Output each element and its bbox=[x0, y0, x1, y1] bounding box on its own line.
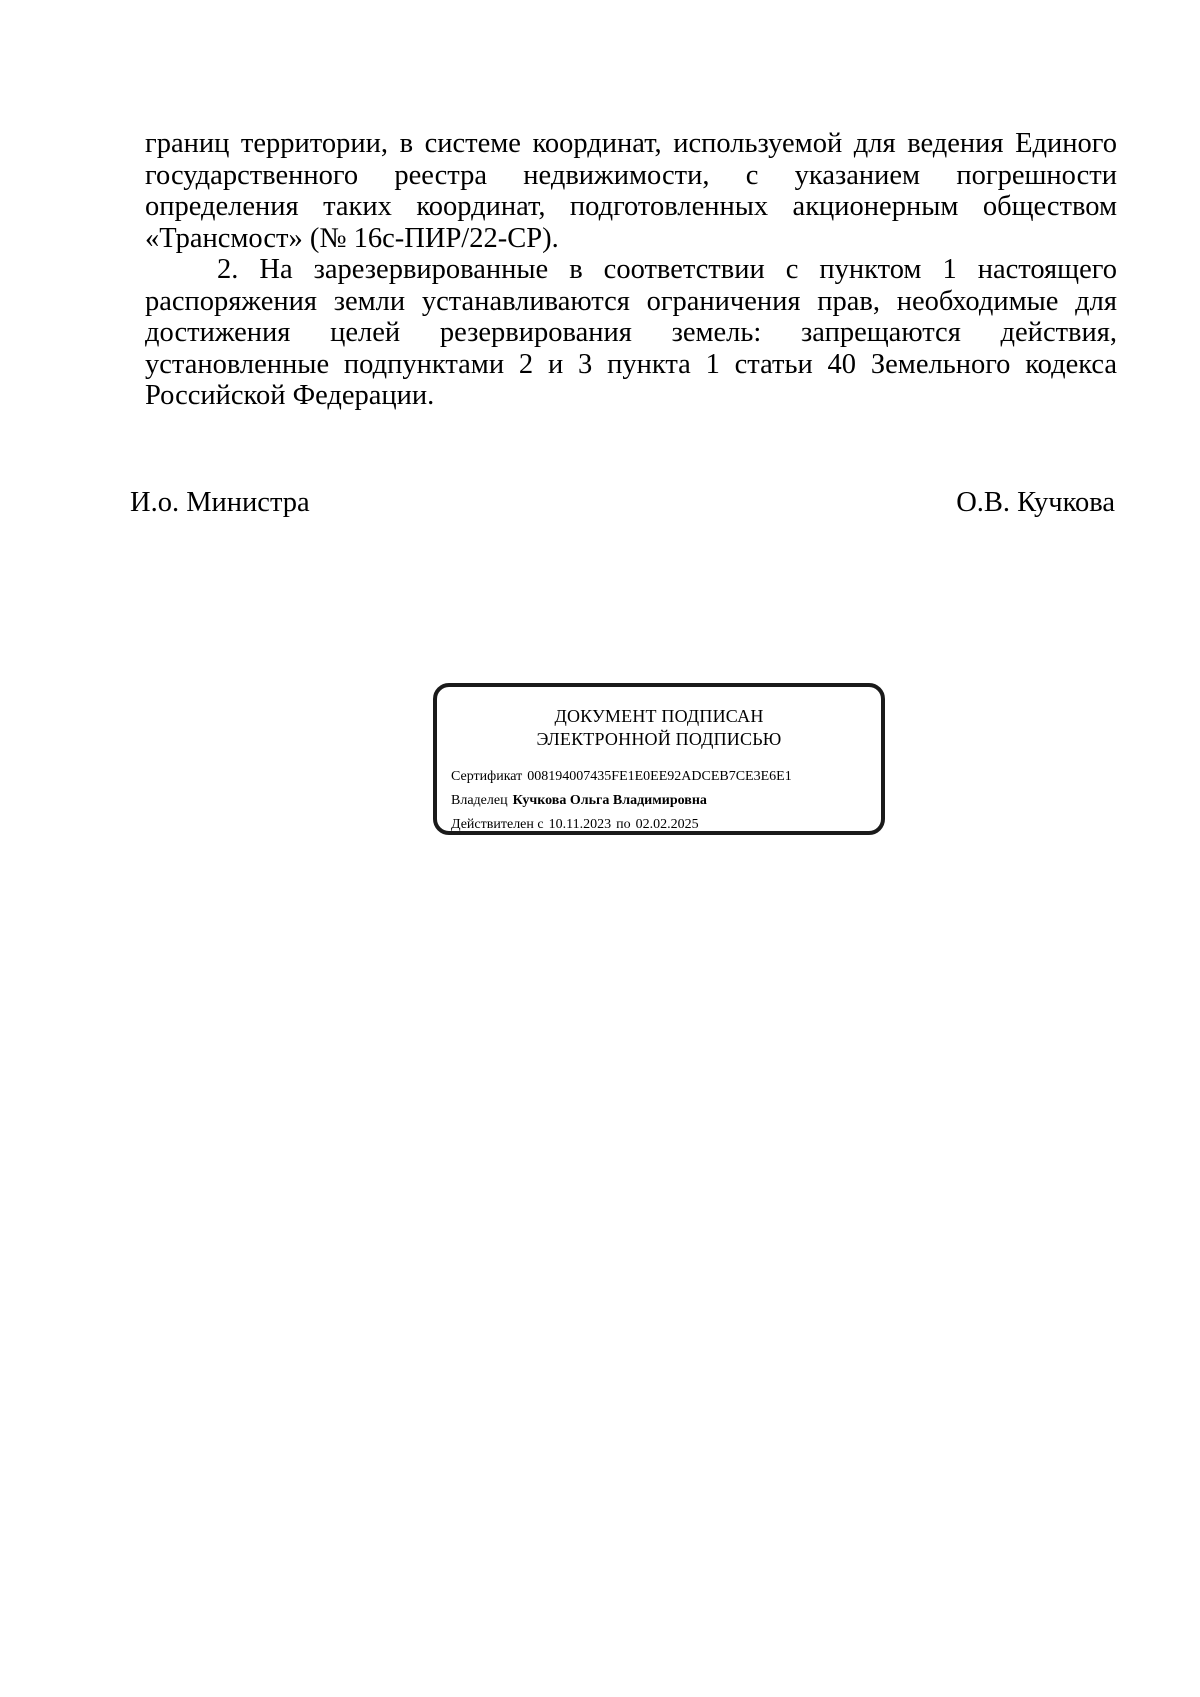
stamp-validity-line bbox=[451, 813, 792, 837]
signer-position: И.о. Министра bbox=[130, 487, 310, 518]
stamp-title-line-2: ЭЛЕКТРОННОЙ ПОДПИСЬЮ bbox=[536, 729, 782, 749]
stamp-title bbox=[437, 705, 881, 751]
valid-from: 10.11.2023 bbox=[548, 817, 612, 832]
owner-label: Владелец bbox=[451, 793, 508, 808]
signer-name: О.В. Кучкова bbox=[956, 487, 1115, 518]
valid-to: 02.02.2025 bbox=[635, 817, 699, 832]
stamp-owner-line bbox=[451, 789, 792, 813]
valid-to-label: по bbox=[616, 817, 631, 832]
valid-label: Действителен с bbox=[451, 817, 544, 832]
paragraph-2: 2. На зарезервированные в соответствии с пунктом 1 настоящего распоряжения земли устанавливаются ограничения прав, необходимые для достижения целей резервирования земель: запрещаются действия, установленные подпунктами 2 и 3 пункта 1 статьи 40 Земельного кодекса Российской Федерации. bbox=[145, 254, 1117, 411]
stamp-details bbox=[451, 765, 792, 837]
owner-value: Кучкова Ольга Владимировна bbox=[512, 793, 707, 808]
stamp-certificate-line bbox=[451, 765, 792, 789]
certificate-value: 008194007435FE1E0EE92ADCEB7CE3E6E1 bbox=[527, 769, 792, 784]
certificate-label: Сертификат bbox=[451, 769, 523, 784]
document-body bbox=[145, 128, 1117, 412]
paragraph-continuation: границ территории, в системе координат, используемой для ведения Единого государственного реестра недвижимости, с указанием погрешности определения таких координат, подготовленных акционерным обществом «Трансмост» (№ 16с-ПИР/22-СР). bbox=[145, 128, 1117, 254]
stamp-title-line-1: ДОКУМЕНТ ПОДПИСАН bbox=[554, 706, 764, 726]
electronic-signature-stamp bbox=[433, 683, 885, 835]
